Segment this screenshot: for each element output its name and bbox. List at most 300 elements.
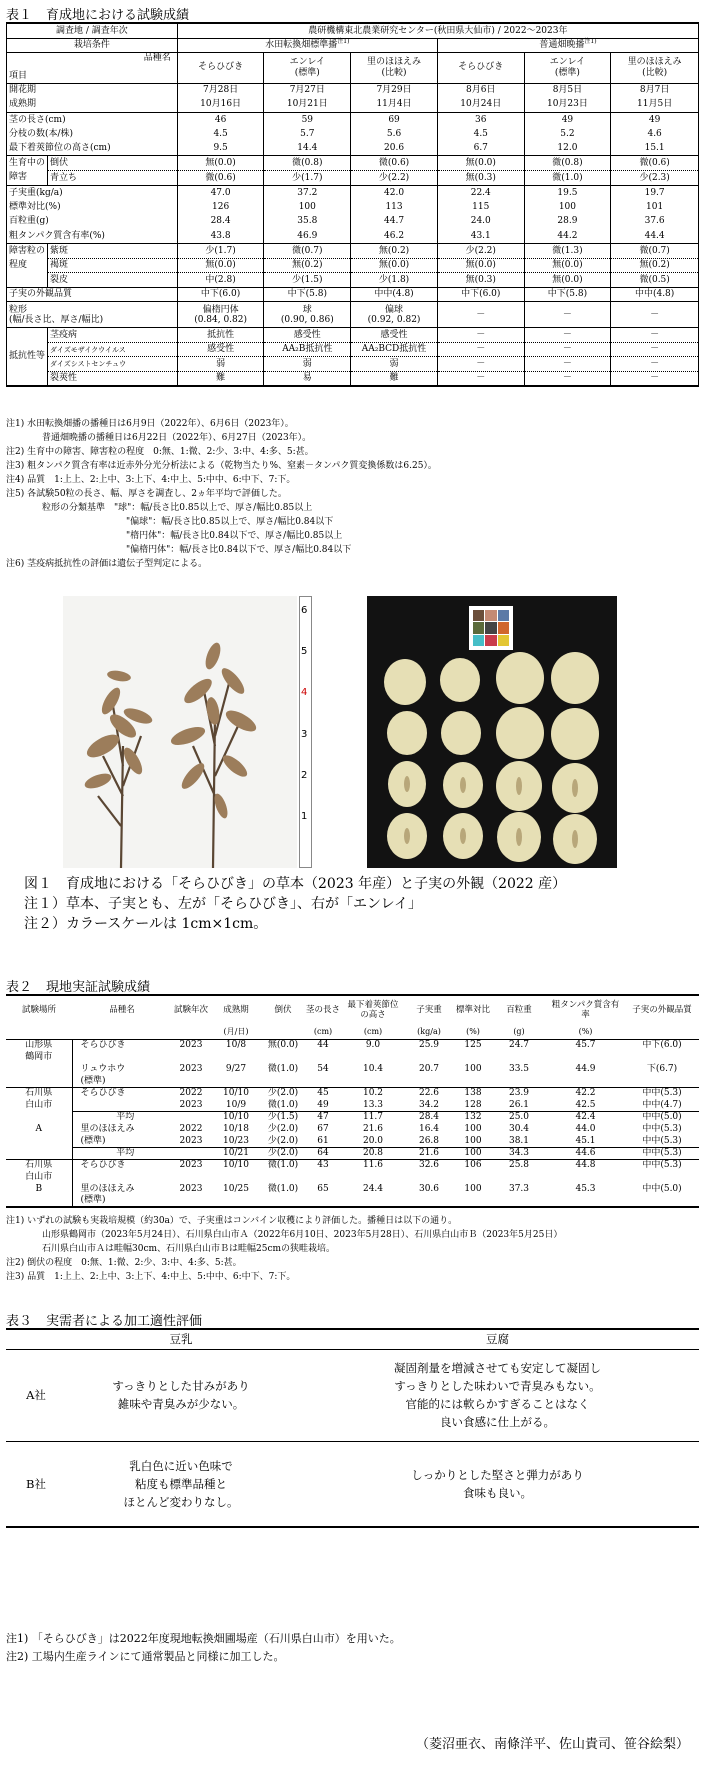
t1-row-group: 障害	[7, 171, 48, 186]
t2-place: 石川県	[6, 1087, 72, 1099]
t2-cell: 10/23	[223, 1135, 249, 1146]
t1-cell: 126	[177, 200, 264, 215]
t1-cell: 28.9	[524, 214, 611, 229]
t2-cell: 11.6	[342, 1159, 404, 1171]
t2-place	[6, 1135, 72, 1147]
t1-res-cell: 感受性	[351, 328, 438, 343]
t2-unit	[6, 1025, 72, 1039]
t2-cell: 9/27	[225, 1063, 247, 1074]
note-line: 注5) 各試験50粒の長さ、幅、厚さを調査し、2ヵ年平均で評価した。	[6, 489, 287, 499]
t1-cell: 微(0.6)	[351, 156, 438, 171]
t2-variety: (標準)	[80, 1075, 106, 1086]
t2-cell: 10/8	[210, 1039, 262, 1051]
t1-shape-cell	[524, 302, 611, 328]
t2-cell: 10/25	[223, 1183, 249, 1194]
t1-cell: 7月29日	[351, 83, 438, 98]
t2-cell: 54	[317, 1063, 329, 1074]
t1-shape-title: 粒形	[9, 304, 28, 315]
t2-cell	[492, 1171, 546, 1183]
t1-res-cell: －	[611, 328, 699, 343]
t2-place: 白山市	[6, 1099, 72, 1111]
t1-res-label: 裂莢性	[48, 371, 178, 386]
t2-cell: 20.7	[418, 1063, 440, 1074]
t2-cell: 中中(5.0)	[625, 1111, 699, 1123]
note-line: 注1) いずれの試験も実栽培規模（約30a）で、子実重はコンバイン収穫により評価した。播種日は以下の通り。	[6, 1216, 458, 1226]
t2-cell: 中中(5.3)	[642, 1123, 682, 1134]
t1-item-header: 項目	[9, 71, 28, 82]
t1-cell: 46.9	[264, 229, 351, 244]
t2-cell: 2023	[179, 1063, 203, 1074]
t1-row-label: 褐斑	[48, 258, 178, 273]
t1-cell: 8月5日	[524, 83, 611, 98]
note3-2: 注2) 工場内生産ラインにて通常製品と同様に加工した。	[6, 1650, 285, 1663]
t1-row-label: 茎の長さ(cm)	[7, 112, 178, 127]
t1-cell: 5.7	[264, 127, 351, 142]
t2-cell: 少(2.0)	[262, 1087, 304, 1099]
ruler-digit: 3	[301, 728, 308, 740]
t2-cell	[454, 1051, 492, 1063]
t3-tofu-line: しっかりとした堅さと弾力があり	[411, 1467, 584, 1482]
t1-res-cell: AA₂BCD抵抗性	[351, 342, 438, 357]
t1-variety-sub: (比較)	[642, 67, 668, 78]
t1-row-label: 子実重(kg/a)	[7, 185, 178, 200]
t2-cell: 下(6.7)	[646, 1063, 678, 1074]
t2-cell: 33.5	[508, 1063, 530, 1074]
t2-place	[6, 1075, 72, 1087]
t2-cell: 43	[304, 1159, 342, 1171]
t2-row	[6, 1111, 699, 1123]
t3-soymilk-line: ほとんど変わりなし。	[123, 1494, 239, 1509]
table3	[6, 1328, 699, 1528]
t1-cell: 11月5日	[611, 98, 699, 113]
t1-shape-cell	[351, 302, 438, 328]
t2-variety	[72, 1099, 172, 1111]
t1-place-label: 調査地 / 調査年次	[7, 23, 178, 38]
t2-variety: 平均	[72, 1111, 172, 1123]
t2-cell	[625, 1171, 699, 1183]
t2-cell: 100	[464, 1123, 482, 1134]
t2-cell	[304, 1051, 342, 1063]
t2-cell: 11.7	[342, 1111, 404, 1123]
t1-row-group: 生育中の	[7, 156, 48, 171]
t2-cell: 中中(5.0)	[642, 1183, 682, 1194]
t2-place: 石川県	[6, 1159, 72, 1171]
t2-variety: (標準)	[80, 1135, 106, 1146]
t2-cell	[454, 1171, 492, 1183]
t2-cell: 10/18	[223, 1123, 249, 1134]
t3-tofu	[296, 1441, 699, 1527]
t1-shape-name: 偏楕円体	[202, 304, 239, 315]
t1-variety-col	[351, 52, 438, 83]
t2-cell: 132	[454, 1111, 492, 1123]
t2-cell: 少(2.0)	[262, 1147, 304, 1159]
t3-tofu	[296, 1349, 699, 1441]
t2-header: 試験年次	[172, 995, 210, 1025]
t2-cell: 10/9	[225, 1099, 247, 1110]
t1-cell: 43.1	[437, 229, 524, 244]
t2-cell: 30.4	[508, 1123, 530, 1134]
t1-row-label: 裂皮	[48, 273, 178, 288]
t1-cell: 7月27日	[264, 83, 351, 98]
t1-shape-name: －	[476, 309, 486, 320]
t2-header: 粗タンパク質含有率	[546, 995, 625, 1025]
t2-cell: 42.4	[546, 1111, 625, 1123]
t1-res-row	[7, 357, 699, 372]
t2-cell	[172, 1147, 210, 1159]
note-line: 普通畑晩播の播種日は6月22日（2022年）、6月27日（2023年）。	[42, 433, 312, 443]
t2-cell: 微(1.0)	[267, 1063, 299, 1074]
t1-cell: 37.6	[611, 214, 699, 229]
t2-cell	[404, 1051, 454, 1063]
t2-cell	[546, 1051, 625, 1063]
table1-caption: 表１ 育成地における試験成績	[6, 8, 190, 23]
t2-cell	[492, 1195, 546, 1207]
t2-cell: 45.3	[575, 1183, 596, 1194]
t1-cell: 22.4	[437, 185, 524, 200]
t2-variety	[72, 1051, 172, 1063]
t1-row-label: 紫斑	[48, 244, 178, 259]
t1-variety-name: 里のほほえみ	[627, 57, 682, 68]
t2-cell	[625, 1051, 699, 1063]
t1-res-row	[7, 371, 699, 386]
t2-cell: 中中(4.7)	[642, 1099, 682, 1110]
t1-cell: 微(0.6)	[611, 156, 699, 171]
t1-res-row	[7, 328, 699, 343]
t2-cell: 2023	[172, 1159, 210, 1171]
t2-cell	[454, 1195, 492, 1207]
t1-row-group	[7, 273, 48, 288]
t1-cell: 100	[524, 200, 611, 215]
t1-row	[7, 200, 699, 215]
t1-row-label: 青立ち	[48, 171, 178, 186]
t2-cell: 28.4	[404, 1111, 454, 1123]
t1-row	[7, 273, 699, 288]
t1-cell: 少(2.2)	[351, 171, 438, 186]
t3-soymilk-line: すっきりとした甘みがあり	[112, 1379, 250, 1393]
t2-variety: 平均	[72, 1147, 172, 1159]
t2-cell: 中中(5.3)	[625, 1147, 699, 1159]
t2-cell	[210, 1075, 262, 1087]
table2-caption: 表２ 現地実証試験成績	[6, 980, 151, 995]
t2-variety: 里のほほえみ	[80, 1123, 135, 1134]
t2-cell	[342, 1195, 404, 1207]
t2-unit	[72, 1025, 172, 1039]
t1-cell: 100	[264, 200, 351, 215]
t2-cell	[262, 1051, 304, 1063]
t2-cell: 10/10	[210, 1159, 262, 1171]
t1-shape-name: 球	[302, 304, 312, 315]
t2-cell: 37.3	[508, 1183, 530, 1194]
t1-cell: 無(0.2)	[264, 258, 351, 273]
t2-header: 倒伏	[262, 995, 304, 1025]
t2-unit	[172, 1025, 210, 1039]
t1-res-cell: －	[524, 371, 611, 386]
t1-cond1: 水田転換畑標準播$^{注1)}$	[177, 38, 437, 52]
t3-soymilk	[66, 1349, 296, 1441]
t1-cell: 101	[611, 200, 699, 215]
t1-corner	[7, 52, 178, 83]
t1-shape-cell	[177, 302, 264, 328]
t1-res-cell: 難	[351, 371, 438, 386]
t2-cell	[404, 1195, 454, 1207]
note-line: "楕円体"：幅/長さ比0.84以下で、厚さ/幅比0.85以上	[126, 531, 343, 541]
note-line: 石川県白山市Ａは畦幅30cm、石川県白山市Ｂは畦幅25cmの狭畦栽培。	[42, 1244, 336, 1254]
t1-cell: 10月23日	[524, 98, 611, 113]
t1-res-cell: －	[437, 371, 524, 386]
t1-cell: 46	[177, 112, 264, 127]
t1-res-cell: －	[524, 357, 611, 372]
note-line: 粒形の分類基準 "球"：幅/長さ比0.85以上で、厚さ/幅比0.85以上	[42, 503, 313, 513]
t1-cell: 4.6	[611, 127, 699, 142]
t2-cell: 13.3	[362, 1099, 384, 1110]
t1-res-row	[7, 342, 699, 357]
t1-cell: 47.0	[177, 185, 264, 200]
t2-row	[6, 1075, 699, 1087]
t1-cell: 43.8	[177, 229, 264, 244]
t2-place: A	[6, 1123, 72, 1135]
t2-header: 品種名	[72, 995, 172, 1025]
t2-unit: (%)	[466, 1027, 480, 1037]
t1-cell: 中下(6.0)	[177, 287, 264, 302]
t2-cell: 21.6	[404, 1147, 454, 1159]
t2-row	[6, 1135, 699, 1147]
t2-cell	[210, 1195, 262, 1207]
t2-cell: 45.1	[575, 1135, 596, 1146]
t2-cell	[262, 1171, 304, 1183]
t2-cell: 32.6	[404, 1159, 454, 1171]
t1-cell: 中下(5.8)	[264, 287, 351, 302]
t1-cell: 49	[611, 112, 699, 127]
t2-cell: 100	[464, 1063, 482, 1074]
t2-cell: 44.9	[575, 1063, 596, 1074]
t1-row-label: 開花期	[7, 83, 178, 98]
note-line: 注3) 粗タンパク質含有率は近赤外分光分析法による（乾物当たり%、窒素－タンパク質変換係数は6.25）。	[6, 461, 437, 471]
note-line: 注2) 倒伏の程度 0:無、1:微、2:少、3:中、4:多、5:甚。	[6, 1258, 242, 1268]
t1-place-value: 農研機構東北農業研究センター(秋田県大仙市) / 2022～2023年	[177, 23, 698, 38]
note-line: 山形県鶴岡市（2023年5月24日）、石川県白山市Ａ（2022年6月10日、2023年5月28日）、石川県白山市Ｂ（2023年5月25日）	[42, 1230, 563, 1240]
t2-cell: 21.6	[362, 1123, 384, 1134]
note-line: 注2) 生育中の障害、障害粒の程度 0:無、1:微、2:少、3:中、4:多、5:甚。	[6, 447, 314, 457]
t1-shape-value: (0.84, 0.82)	[194, 314, 248, 325]
figure1-caption: 図１ 育成地における「そらひびき」の草本（2023 年産）と子実の外観（2022 産） 注１）草本、子実とも、左が「そらひびき」、右が「エンレイ」 注２）カラースケールは 1cm×1cm。	[24, 876, 567, 932]
t2-cell	[172, 1075, 210, 1087]
t1-cell: 無(0.0)	[177, 258, 264, 273]
t1-shape-sub: (幅/長さ比、厚さ/幅比)	[9, 314, 104, 325]
t1-variety-col	[437, 52, 524, 83]
t2-cell: 中中(5.3)	[642, 1135, 682, 1146]
t2-cell: 25.0	[492, 1111, 546, 1123]
t2-cell: 44.6	[546, 1147, 625, 1159]
t1-res-cell: －	[611, 342, 699, 357]
t2-cell: 26.8	[418, 1135, 440, 1146]
t1-cell: 微(0.5)	[611, 273, 699, 288]
t1-cell: 8月7日	[611, 83, 699, 98]
table2	[6, 994, 699, 1208]
t2-cell	[625, 1195, 699, 1207]
t1-cell: 少(2.2)	[437, 244, 524, 259]
t2-row	[6, 1051, 699, 1063]
t2-cell	[342, 1075, 404, 1087]
t2-row	[6, 1123, 699, 1135]
t2-cell: 10.4	[362, 1063, 384, 1074]
t2-cell: 20.0	[362, 1135, 384, 1146]
t1-cell: 24.0	[437, 214, 524, 229]
t2-row	[6, 1171, 699, 1183]
t2-cell	[262, 1195, 304, 1207]
t1-cell: 少(1.8)	[351, 273, 438, 288]
t1-row	[7, 214, 699, 229]
note-line: "偏楕円体"：幅/長さ比0.84以下で、厚さ/幅比0.84以下	[126, 545, 352, 555]
t1-cell: 49	[524, 112, 611, 127]
t1-row	[7, 98, 699, 113]
t1-row	[7, 171, 699, 186]
t2-cell: 138	[454, 1087, 492, 1099]
t1-row	[7, 83, 699, 98]
t2-unit: (kg/a)	[417, 1027, 441, 1037]
t2-cell: 47	[304, 1111, 342, 1123]
t1-cell: 6.7	[437, 141, 524, 156]
t1-variety-header: 品種名	[143, 52, 171, 63]
t2-cell	[454, 1075, 492, 1087]
t2-cell: 65	[317, 1183, 329, 1194]
t2-cell: 中中(5.3)	[625, 1087, 699, 1099]
measurement-ruler	[299, 596, 312, 868]
t1-cell: 微(0.8)	[264, 156, 351, 171]
t2-cell	[492, 1051, 546, 1063]
t3-row	[6, 1441, 699, 1527]
t2-cell	[625, 1075, 699, 1087]
t1-res-cell: －	[524, 342, 611, 357]
ruler-digit: 4	[301, 687, 308, 699]
t1-shape-cell	[611, 302, 699, 328]
t2-header: 標準対比	[454, 995, 492, 1025]
t1-res-label: 茎疫病	[48, 328, 178, 343]
t2-variety	[72, 1171, 172, 1183]
t3-tofu-line: 良い食感に仕上がる。	[440, 1415, 555, 1429]
t1-cell: 無(0.0)	[524, 273, 611, 288]
t2-variety: そらひびき	[72, 1159, 172, 1171]
t1-cell: 無(0.3)	[437, 273, 524, 288]
ruler-digit: 1	[301, 811, 308, 823]
t1-row-label: 最下着莢節位の高さ(cm)	[7, 141, 178, 156]
t2-cell: 38.1	[508, 1135, 530, 1146]
t1-shape-value: (0.90, 0.86)	[280, 314, 334, 325]
t1-row-label: 子実の外観品質	[7, 287, 178, 302]
t2-cell: 中下(6.0)	[625, 1039, 699, 1051]
t1-variety-name: エンレイ	[289, 57, 325, 68]
t1-row-group: 障害粒の	[7, 244, 48, 259]
t1-cell: 微(0.7)	[264, 244, 351, 259]
t2-cell	[492, 1075, 546, 1087]
t1-cell: 無(0.0)	[437, 258, 524, 273]
t2-cell: 微(1.0)	[262, 1159, 304, 1171]
t1-res-cell: －	[437, 328, 524, 343]
t2-header: 子実重	[404, 995, 454, 1025]
t2-cell: 106	[454, 1159, 492, 1171]
t1-cell: 中(2.8)	[177, 273, 264, 288]
t1-cell: 無(0.2)	[611, 258, 699, 273]
t1-shape-name: －	[650, 309, 660, 320]
t1-cell: 微(1.3)	[524, 244, 611, 259]
t2-cell: 100	[464, 1183, 482, 1194]
t2-cell	[262, 1075, 304, 1087]
t1-res-cell: 弱	[351, 357, 438, 372]
t1-cell: 20.6	[351, 141, 438, 156]
t1-cell: 微(0.7)	[611, 244, 699, 259]
t2-cell	[210, 1171, 262, 1183]
t1-row-label: 百粒重(g)	[7, 214, 178, 229]
t1-row	[7, 141, 699, 156]
t1-cell: 8月6日	[437, 83, 524, 98]
t1-res-cell: －	[437, 342, 524, 357]
table3-notes	[6, 1630, 401, 1666]
note-line: 注4) 品質 1:上上、2:上中、3:上下、4:中上、5:中中、6:中下、7:下。	[6, 475, 296, 485]
t2-cell	[304, 1171, 342, 1183]
t1-res-cell: －	[611, 357, 699, 372]
t1-cell: 113	[351, 200, 438, 215]
t2-cell: 100	[464, 1135, 482, 1146]
t2-cell	[304, 1195, 342, 1207]
seed-photo	[367, 596, 617, 868]
t1-cell: 無(0.0)	[524, 258, 611, 273]
t1-cell: 無(0.3)	[437, 171, 524, 186]
t1-cell: 19.7	[611, 185, 699, 200]
t2-cell: 45.7	[546, 1039, 625, 1051]
t2-cell: 10.2	[342, 1087, 404, 1099]
t2-place: 鶴岡市	[6, 1051, 72, 1063]
t2-cell: 16.4	[418, 1123, 440, 1134]
table3-caption: 表３ 実需者による加工適性評価	[6, 1314, 203, 1329]
t1-cell: 中下(6.0)	[437, 287, 524, 302]
t1-row	[7, 185, 699, 200]
t1-cell: 無(0.0)	[177, 156, 264, 171]
t2-cell: 無(0.0)	[262, 1039, 304, 1051]
t2-header: 子実の外観品質	[625, 995, 699, 1025]
t3-header-tofu: 豆腐	[296, 1329, 699, 1349]
t2-cell: 中中(5.3)	[625, 1159, 699, 1171]
t2-header: 百粒重	[492, 995, 546, 1025]
t1-cell: 46.2	[351, 229, 438, 244]
t1-row	[7, 112, 699, 127]
t2-cell	[404, 1075, 454, 1087]
t2-cell: 少(2.0)	[267, 1123, 299, 1134]
t2-place	[6, 1063, 72, 1075]
t2-cell	[342, 1051, 404, 1063]
t1-cell: 11月4日	[351, 98, 438, 113]
t2-unit: (g)	[513, 1027, 525, 1037]
t3-company: A社	[6, 1349, 66, 1441]
t2-unit: (月/日)	[223, 1027, 249, 1037]
t1-cell: 44.4	[611, 229, 699, 244]
t2-cell: 42.2	[546, 1087, 625, 1099]
t2-cell: 100	[454, 1147, 492, 1159]
t2-cell	[546, 1075, 625, 1087]
note3-1: 注1) 「そらひびき」は2022年度現地転換畑圃場産（石川県白山市）を用いた。	[6, 1632, 401, 1645]
t3-tofu-line: 官能的には軟らかすぎることはなく	[405, 1397, 590, 1411]
ruler-digit: 5	[301, 646, 308, 658]
t1-variety-col	[177, 52, 264, 83]
t2-cell	[210, 1051, 262, 1063]
t1-cell: 15.1	[611, 141, 699, 156]
t1-cell: 微(1.0)	[524, 171, 611, 186]
t1-row-label: 粗タンパク質含有率(%)	[7, 229, 178, 244]
t1-res-cell: AA₂B抵抗性	[264, 342, 351, 357]
t3-soymilk	[66, 1441, 296, 1527]
t1-shape-name: －	[562, 309, 572, 320]
t2-row	[6, 1159, 699, 1171]
t2-cell: 10/10	[210, 1087, 262, 1099]
table1-notes	[6, 417, 437, 571]
